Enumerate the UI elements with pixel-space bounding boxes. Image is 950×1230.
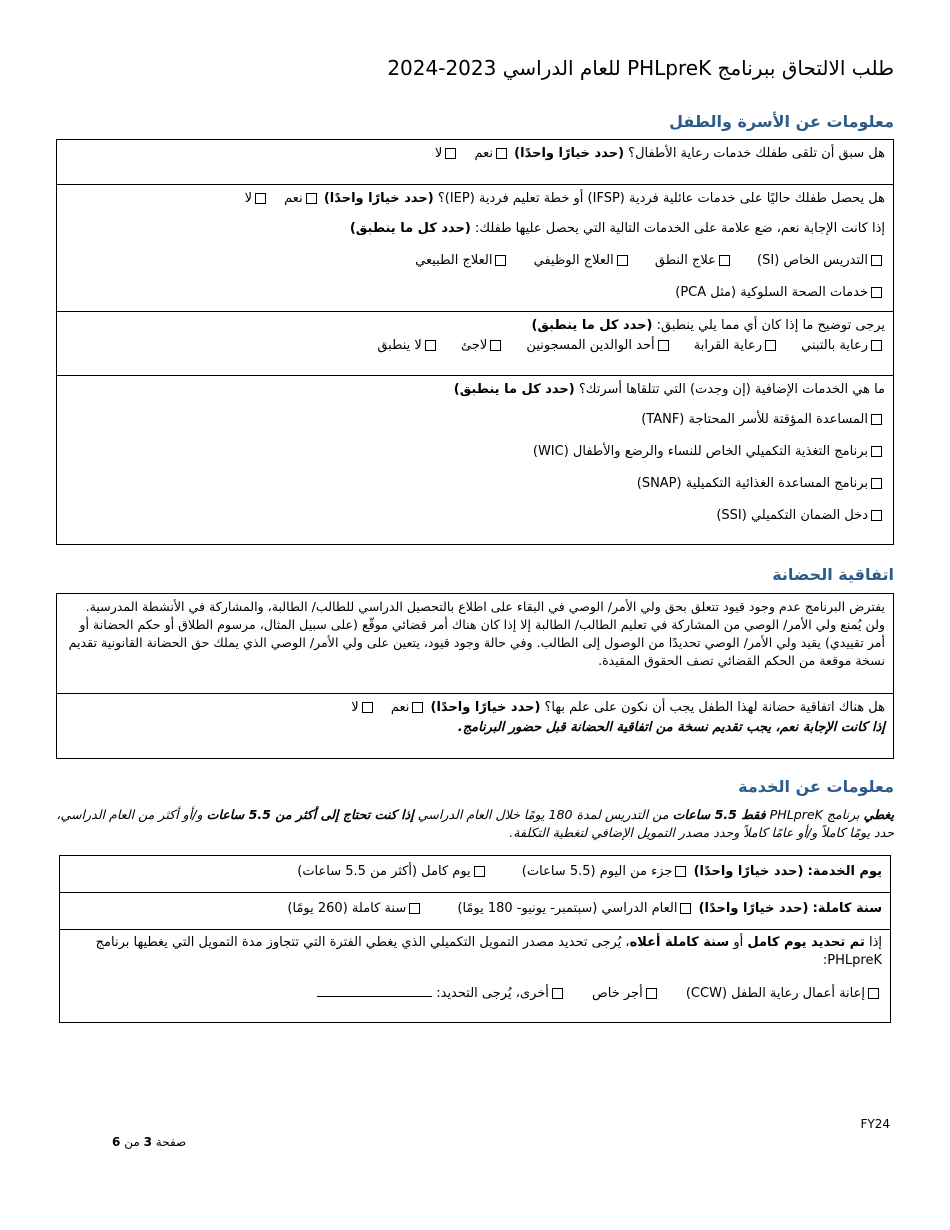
custody-no-checkbox[interactable] (362, 702, 373, 713)
service-day-row (60, 856, 890, 893)
q1-yes-label: نعم (474, 146, 494, 161)
fund-full-year: سنة كاملة أعلاه (629, 935, 730, 950)
wic-label: برنامج التغذية التكميلي الخاص للنساء والرضع والأطفال (WIC) (532, 444, 868, 459)
tanf-checkbox[interactable] (871, 414, 882, 425)
family-box (56, 139, 894, 545)
opt-na-label: لا ينطبق (377, 338, 422, 353)
ssi-label: دخل الضمان التكميلي (SSI) (716, 508, 868, 523)
intro-if-more: إذا كنت تحتاج إلى أكثر من 5.5 ساعات (206, 807, 414, 822)
page-total: 6 (112, 1135, 121, 1149)
q1-text: هل سبق أن تلقى طفلك خدمات رعاية الأطفال؟ (628, 146, 885, 161)
incarcerated-checkbox[interactable] (658, 340, 669, 351)
fund-full-day: تم تحديد يوم كامل (747, 935, 865, 950)
opt-foster-label: رعاية بالتبني (801, 338, 868, 353)
page-number (112, 1135, 186, 1149)
q3-text: يرجى توضيح ما إذا كان أي مما يلي ينطبق: (656, 318, 885, 333)
q2-no-checkbox[interactable] (255, 193, 266, 204)
snap-label: برنامج المساعدة الغذائية التكميلية (SNAP) (636, 476, 868, 491)
fund-or: أو (729, 935, 748, 950)
service-si-label: التدريس الخاص (SI) (757, 253, 868, 268)
intro-program: برنامج PHLpreK (765, 807, 864, 822)
ot-checkbox[interactable] (617, 255, 628, 266)
q2-hint: (حدد خيارًا واحدًا) (323, 191, 434, 206)
ccw-label: إعانة أعمال رعاية الطفل (CCW) (685, 986, 865, 1001)
day-part-checkbox[interactable] (675, 866, 686, 877)
q4-hint: (حدد كل ما ينطبق) (453, 382, 575, 397)
page-title: طلب الالتحاق ببرنامج PHLpreK للعام الدراسي 2023-2024 (387, 56, 894, 80)
ccw-checkbox[interactable] (868, 988, 879, 999)
snap-checkbox[interactable] (871, 478, 882, 489)
foster-checkbox[interactable] (871, 340, 882, 351)
q4-row (57, 376, 893, 544)
q4-text: ما هي الخدمات الإضافية (إن وجدت) التي تتلقاها أسرتك؟ (578, 382, 885, 397)
custody-question: هل هناك اتفاقية حضانة لهذا الطفل يجب أن نكون على علم بها؟ (544, 700, 885, 715)
intro-days: من التدريس لمدة 180 يومًا خلال العام الدراسي (413, 807, 673, 822)
opt-incarcerated-label: أحد الوالدين المسجونين (526, 338, 655, 353)
year-full-checkbox[interactable] (409, 903, 420, 914)
pt-checkbox[interactable] (495, 255, 506, 266)
speech-checkbox[interactable] (719, 255, 730, 266)
other-specify-input[interactable] (317, 984, 432, 997)
fund-rest: ، يُرجى تحديد مصدر التمويل التكميلي الذي يغطي الفترة التي تتجاوز مدة التمويل التي يغطيها برنامج PHLpreK: (95, 935, 882, 968)
funding-text (68, 934, 882, 970)
q1-no-label: لا (434, 146, 443, 161)
day-label: يوم الخدمة: (807, 864, 882, 879)
family-heading: معلومات عن الأسرة والطفل (669, 112, 894, 131)
fiscal-year: FY24 (860, 1117, 890, 1131)
service-heading: معلومات عن الخدمة (738, 777, 894, 796)
q2-yes-checkbox[interactable] (306, 193, 317, 204)
intro-rest: و/أو أكثر من العام الدراسي، حدد يومًا كاملاً و/أو عامًا كاملاً وحدد مصدر التمويل الإضافي لتغطية التكلفة. (56, 807, 894, 840)
service-pt-label: العلاج الطبيعي (415, 253, 493, 268)
wic-checkbox[interactable] (871, 446, 882, 457)
q2-row (57, 185, 893, 312)
refugee-checkbox[interactable] (490, 340, 501, 351)
page-word: صفحة (155, 1135, 187, 1149)
q2-followup: إذا كانت الإجابة نعم، ضع علامة على الخدمات التالية التي يحصل عليها طفلك: (474, 221, 885, 236)
day-part-label: جزء من اليوم (5.5 ساعات) (521, 864, 673, 879)
service-speech-label: علاج النطق (654, 253, 716, 268)
behavioral-checkbox[interactable] (871, 287, 882, 298)
page-current: 3 (143, 1135, 152, 1149)
q1-yes-checkbox[interactable] (496, 148, 507, 159)
day-full-label: يوم كامل (أكثر من 5.5 ساعات) (297, 864, 471, 879)
custody-note: إذا كانت الإجابة نعم، يجب تقديم نسخة من اتفاقية الحضانة قبل حضور البرنامج. (457, 720, 885, 735)
day-hint: (حدد خيارًا واحدًا) (693, 864, 804, 879)
year-school-label: العام الدراسي (سبتمبر- يونيو- 180 يومًا) (457, 901, 678, 916)
day-full-checkbox[interactable] (474, 866, 485, 877)
opt-kinship-label: رعاية القرابة (693, 338, 762, 353)
custody-question-row (57, 694, 893, 758)
year-label: سنة كاملة: (812, 901, 882, 916)
custody-paragraph: يفترض البرنامج عدم وجود قيود تتعلق بحق ولي الأمر/ الوصي في البقاء على اطلاع بالتحصيل الدراسي للطالب/ الطالبة، والمشاركة في الأنشطة المدرسية. ولن يُمنع ولي الأمر/ الوصي من المشاركة في تعليم الطالب/ الطالبة إلا إذا كان هناك أمر قضائي موقّع (على سبيل المثال، مرسوم الطلاق أو حكم الحضانة أو أمر تقييدي) يقيد ولي الأمر/ الوصي تحديدًا من الوصول إلى الطالب. وفي حالة وجود قيود، يتعين على ولي الأمر/ الوصي الذي يملك حق الحضانة القانونية تقديم نسخة موقعة من الحكم القضائي تصف الحقوق المقيدة. (68, 599, 885, 668)
custody-box (56, 593, 894, 759)
custody-hint: (حدد خيارًا واحدًا) (430, 700, 541, 715)
tanf-label: المساعدة المؤقتة للأسر المحتاجة (TANF) (641, 412, 868, 427)
si-checkbox[interactable] (871, 255, 882, 266)
year-hint: (حدد خيارًا واحدًا) (698, 901, 809, 916)
year-school-checkbox[interactable] (680, 903, 691, 914)
custody-paragraph-row (57, 594, 893, 694)
service-funding-row (60, 930, 890, 1022)
ssi-checkbox[interactable] (871, 510, 882, 521)
q2-no-label: لا (244, 191, 252, 206)
q2-text: هل يحصل طفلك حاليًا على خدمات عائلية فردية (IFSP) أو خطة تعليم فردية (IEP)؟ (437, 191, 885, 206)
service-year-row (60, 893, 890, 930)
service-ot-label: العلاج الوظيفي (533, 253, 614, 268)
kinship-checkbox[interactable] (765, 340, 776, 351)
other-label: أخرى، يُرجى التحديد: (436, 986, 549, 1001)
q1-row (57, 140, 893, 185)
custody-yes-checkbox[interactable] (412, 702, 423, 713)
q3-hint: (حدد كل ما ينطبق) (531, 318, 653, 333)
page-of: من (124, 1135, 140, 1149)
intro-hours: فقط 5.5 ساعات (672, 807, 766, 822)
custody-no-label: لا (351, 700, 359, 715)
q2-followup-hint: (حدد كل ما ينطبق) (349, 221, 471, 236)
q3-row (57, 312, 893, 376)
service-box (59, 855, 891, 1023)
q1-no-checkbox[interactable] (445, 148, 456, 159)
private-pay-label: أجر خاص (592, 986, 643, 1001)
other-checkbox[interactable] (552, 988, 563, 999)
fund-if: إذا (864, 935, 882, 950)
behavioral-label: خدمات الصحة السلوكية (مثل PCA) (675, 285, 868, 300)
year-full-label: سنة كاملة (260 يومًا) (287, 901, 407, 916)
custody-yes-label: نعم (390, 700, 410, 715)
opt-refugee-label: لاجئ (460, 338, 488, 353)
private-pay-checkbox[interactable] (646, 988, 657, 999)
na-checkbox[interactable] (425, 340, 436, 351)
intro-covers: يغطي (863, 807, 894, 822)
q2-yes-label: نعم (284, 191, 303, 206)
service-intro (54, 806, 894, 842)
q1-hint: (حدد خيارًا واحدًا) (514, 146, 625, 161)
custody-heading: اتفاقية الحضانة (772, 565, 894, 584)
